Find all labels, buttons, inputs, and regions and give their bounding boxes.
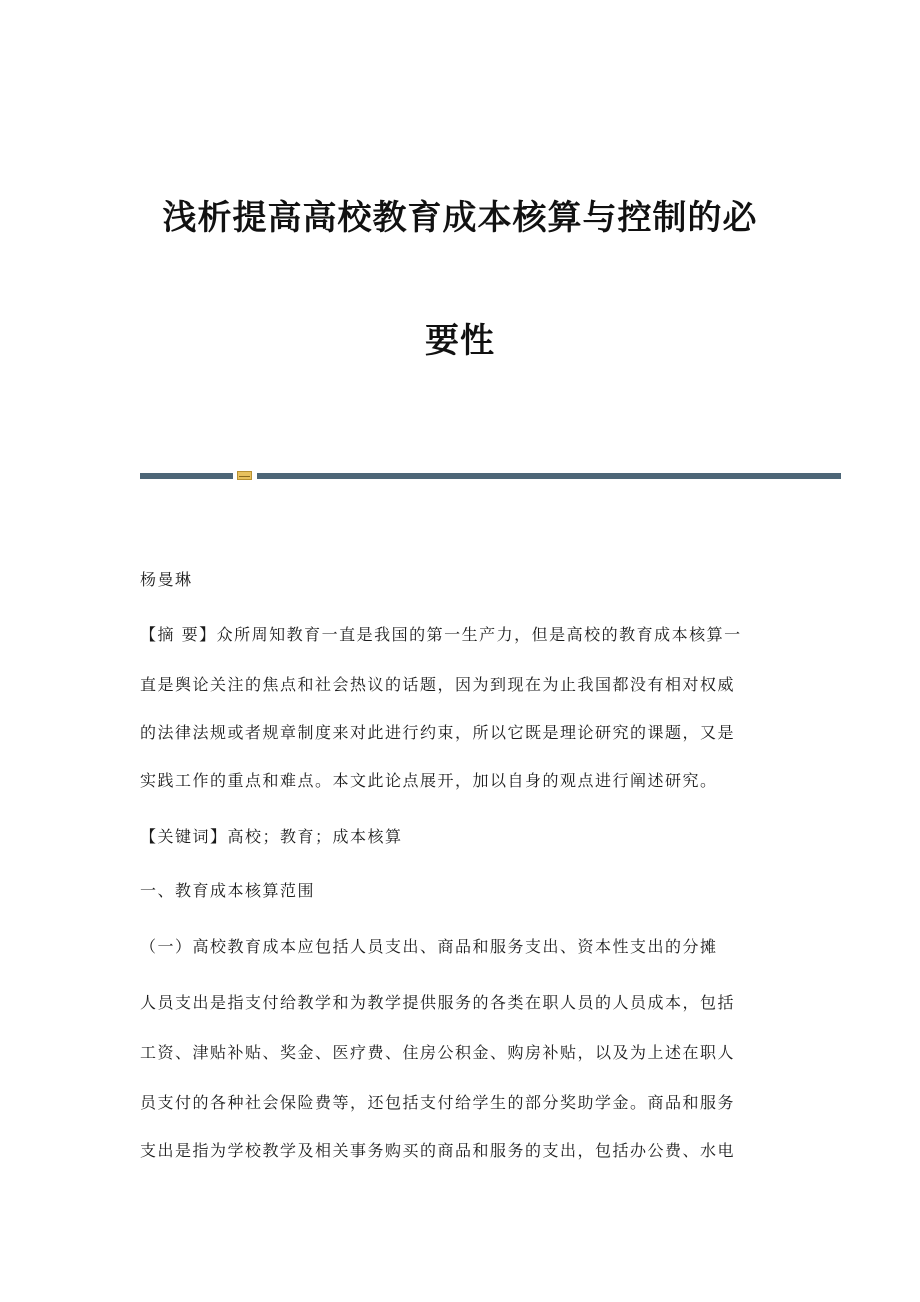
- document-title-line-2: 要性: [425, 321, 495, 361]
- abstract-line: 实践工作的重点和难点。本文此论点展开，加以自身的观点进行阐述研究。: [140, 771, 718, 790]
- document-title-line-1: 浅析提高高校教育成本核算与控制的必: [162, 198, 758, 238]
- abstract-line: 直是舆论关注的焦点和社会热议的话题，因为到现在为止我国都没有相对权威: [140, 675, 736, 694]
- divider-bar-left: [140, 473, 233, 479]
- title-divider: [140, 471, 841, 480]
- paragraph-line: 员支付的各种社会保险费等，还包括支付给学生的部分奖助学金。商品和服务: [140, 1093, 736, 1112]
- abstract-line: 【摘 要】众所周知教育一直是我国的第一生产力，但是高校的教育成本核算一: [140, 625, 742, 644]
- abstract-line: 的法律法规或者规章制度来对此进行约束，所以它既是理论研究的课题，又是: [140, 723, 736, 742]
- author-name: 杨曼琳: [140, 570, 193, 589]
- divider-bar-right: [257, 473, 841, 479]
- paragraph-line: 工资、津贴补贴、奖金、医疗费、住房公积金、购房补贴，以及为上述在职人: [140, 1043, 736, 1062]
- keywords: 【关键词】高校；教育；成本核算: [140, 827, 403, 846]
- subsection-heading: （一）高校教育成本应包括人员支出、商品和服务支出、资本性支出的分摊: [140, 937, 718, 956]
- paragraph-line: 支出是指为学校教学及相关事务购买的商品和服务的支出，包括办公费、水电: [140, 1141, 736, 1160]
- envelope-icon: [237, 471, 252, 480]
- paragraph-line: 人员支出是指支付给教学和为教学提供服务的各类在职人员的人员成本，包括: [140, 993, 736, 1012]
- section-heading: 一、教育成本核算范围: [140, 881, 316, 900]
